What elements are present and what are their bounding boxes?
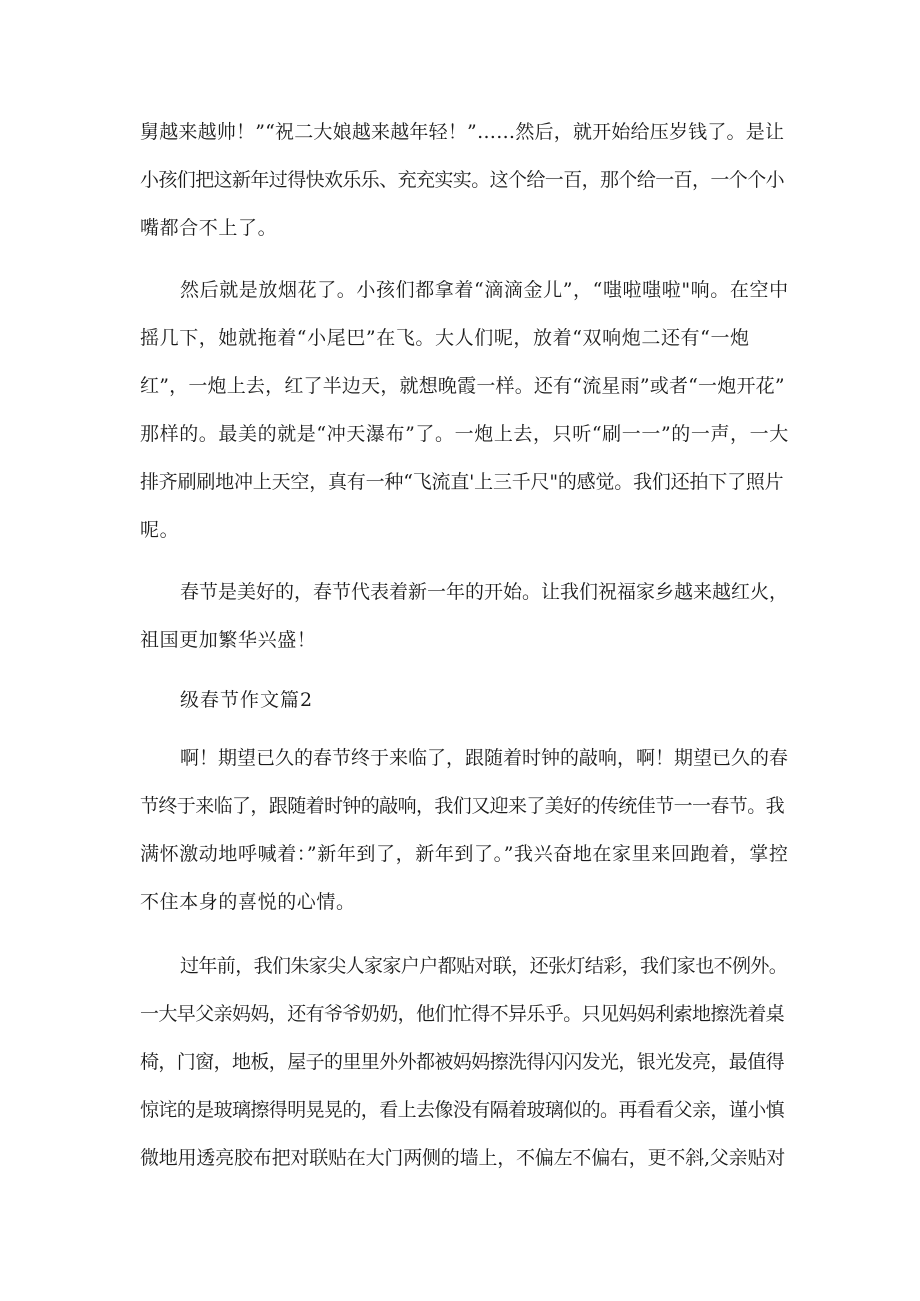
paragraph-4-line-4: 不住本身的喜悦的心情。: [140, 891, 356, 913]
paragraph-5-line-2: 一大早父亲妈妈，还有爷爷奶奶，他们忙得不异乐乎。只见妈妈利索地擦洗着桌: [140, 1003, 785, 1025]
paragraph-1-line-1: 舅越来越帅！”“祝二大娘越来越年轻！”……然后，就开始给压岁钱了。是让: [140, 121, 785, 143]
section-heading: 级春节作文篇2: [180, 689, 314, 711]
paragraph-2-line-3: 红”，一炮上去，红了半边天，就想晚霞一样。还有“流星雨”或者“一炮开花”: [140, 375, 785, 397]
paragraph-2-line-5: 排齐刷刷地冲上天空，真有一种“飞流直'上三千尺"的感觉。我们还拍下了照片: [140, 471, 784, 493]
paragraph-4-line-1: 啊！期望已久的春节终于来临了，跟随着时钟的敲响，啊！期望已久的春: [180, 747, 789, 769]
paragraph-3-line-1: 春节是美好的，春节代表着新一年的开始。让我们祝福家乡越来越红火，: [180, 581, 789, 603]
paragraph-1-line-2: 小孩们把这新年过得快欢乐乐、充充实实。这个给一百，那个给一百，一个个小: [140, 169, 785, 191]
paragraph-2-line-4: 那样的。最美的就是“冲天瀑布”了。一炮上去，只听“刷一一”的一声，一大: [140, 423, 789, 445]
paragraph-5-line-5: 微地用透亮胶布把对联贴在大门两侧的墙上，不偏左不偏右，更不斜,父亲贴对: [140, 1147, 786, 1169]
paragraph-5-line-3: 椅，门窗，地板，屋子的里里外外都被妈妈擦洗得闪闪发光，银光发亮，最值得: [140, 1051, 785, 1073]
paragraph-2-line-2: 摇几下，她就拖着“小尾巴”在飞。大人们呢，放着“双响炮二还有“一炮: [140, 327, 750, 349]
paragraph-4-line-2: 节终于来临了，跟随着时钟的敲响，我们又迎来了美好的传统佳节一一春节。我: [140, 795, 785, 817]
paragraph-2-line-1: 然后就是放烟花了。小孩们都拿着“滴滴金儿”，“嗤啦嗤啦"响。在空中: [180, 279, 789, 301]
paragraph-2-line-6: 呢。: [140, 519, 180, 541]
paragraph-5-line-1: 过年前，我们朱家尖人家家户户都贴对联，还张灯结彩，我们家也不例外。: [180, 955, 788, 977]
paragraph-5-line-4: 惊诧的是玻璃擦得明晃晃的，看上去像没有隔着玻璃似的。再看看父亲，谨小慎: [140, 1099, 785, 1121]
paragraph-3-line-2: 祖国更加繁华兴盛！: [140, 629, 317, 651]
paragraph-1-line-3: 嘴都合不上了。: [140, 217, 278, 239]
paragraph-4-line-3: 满怀激动地呼喊着：”新年到了，新年到了。”我兴奋地在家里来回跑着，掌控: [140, 843, 789, 865]
